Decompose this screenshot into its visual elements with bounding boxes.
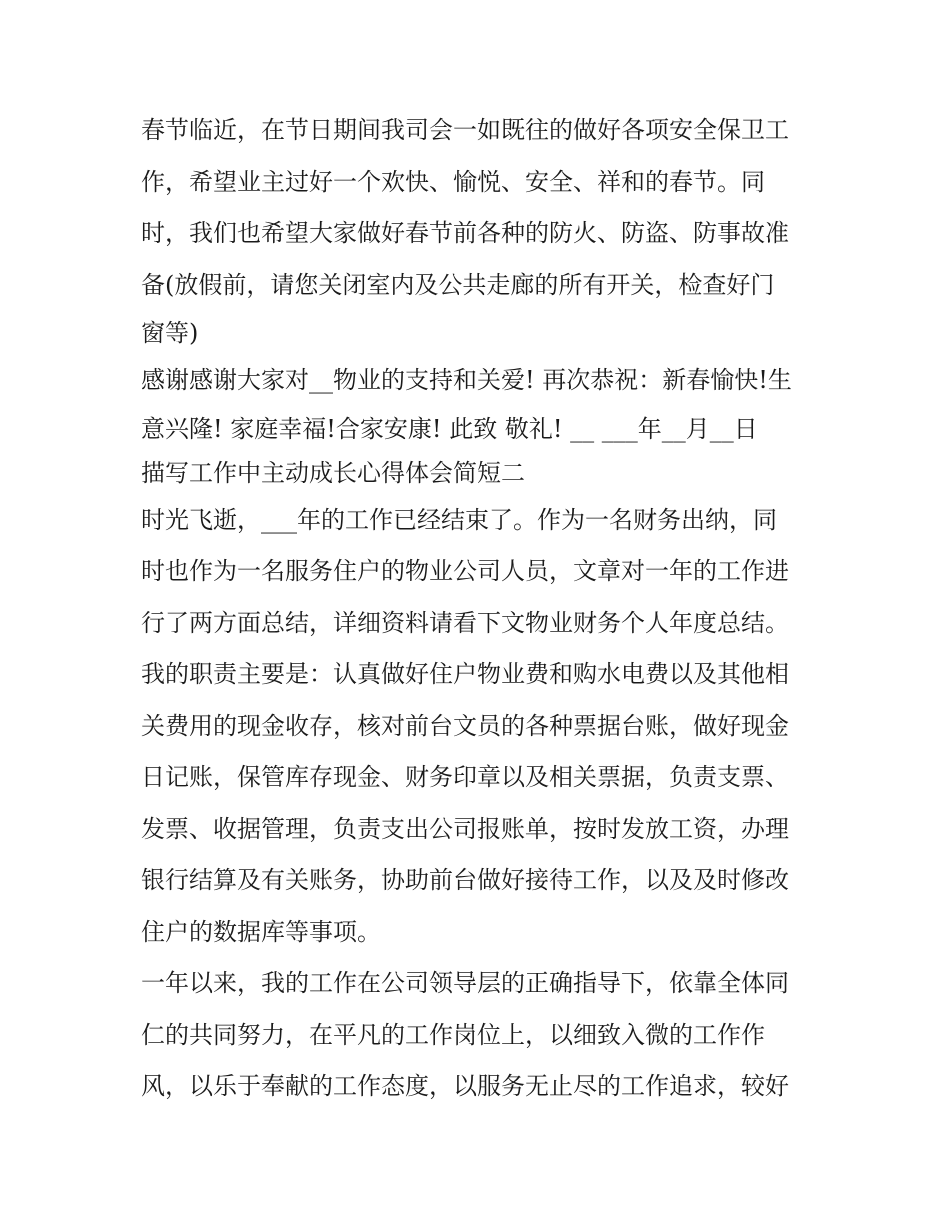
- text-line: 作，希望业主过好一个欢快、愉悦、安全、祥和的春节。同: [141, 167, 765, 196]
- text-line: 备(放假前，请您关闭室内及公共走廊的所有开关，检查好门: [141, 270, 775, 299]
- text-line: 发票、收据管理，负责支出公司报账单，按时发放工资，办理: [141, 814, 789, 843]
- text-line: 日记账，保管库存现金、财务印章以及相关票据，负责支票、: [141, 763, 789, 791]
- text-line: 我的职责主要是：认真做好住户物业费和购水电费以及其他相: [141, 660, 789, 688]
- text-line: 一年以来，我的工作在公司领导层的正确指导下，依靠全体同: [141, 969, 789, 997]
- text-line: 时也作为一名服务住户的物业公司人员，文章对一年的工作进: [141, 557, 789, 585]
- text-line: 窗等): [141, 319, 199, 347]
- text-line: 银行结算及有关账务，协助前台做好接待工作，以及及时修改: [141, 866, 789, 894]
- text-line: 感谢感谢大家对__物业的支持和关爱! 再次恭祝：新春愉快!生: [141, 366, 792, 394]
- text-line: 关费用的现金收存，核对前台文员的各种票据台账，做好现金: [141, 711, 789, 740]
- text-line: 春节临近，在节日期间我司会一如既往的做好各项安全保卫工: [141, 116, 789, 144]
- text-line: 住户的数据库等事项。: [141, 917, 381, 946]
- document-body: [141, 105, 821, 1113]
- text-line: 意兴隆! 家庭幸福!合家安康! 此致 敬礼! __ ___年__月__日: [141, 414, 758, 443]
- text-line: 仁的共同努力，在平凡的工作岗位上，以细致入微的工作作: [141, 1020, 765, 1049]
- section-heading: 描写工作中主动成长心得体会简短二: [141, 458, 525, 487]
- text-line: 风，以乐于奉献的工作态度，以服务无止尽的工作追求，较好: [141, 1072, 789, 1100]
- text-line: 时，我们也希望大家做好春节前各种的防火、防盗、防事故准: [141, 219, 789, 247]
- text-line: 行了两方面总结，详细资料请看下文物业财务个人年度总结。: [141, 608, 789, 637]
- text-line: 时光飞逝，___年的工作已经结束了。作为一名财务出纳，同: [141, 505, 777, 534]
